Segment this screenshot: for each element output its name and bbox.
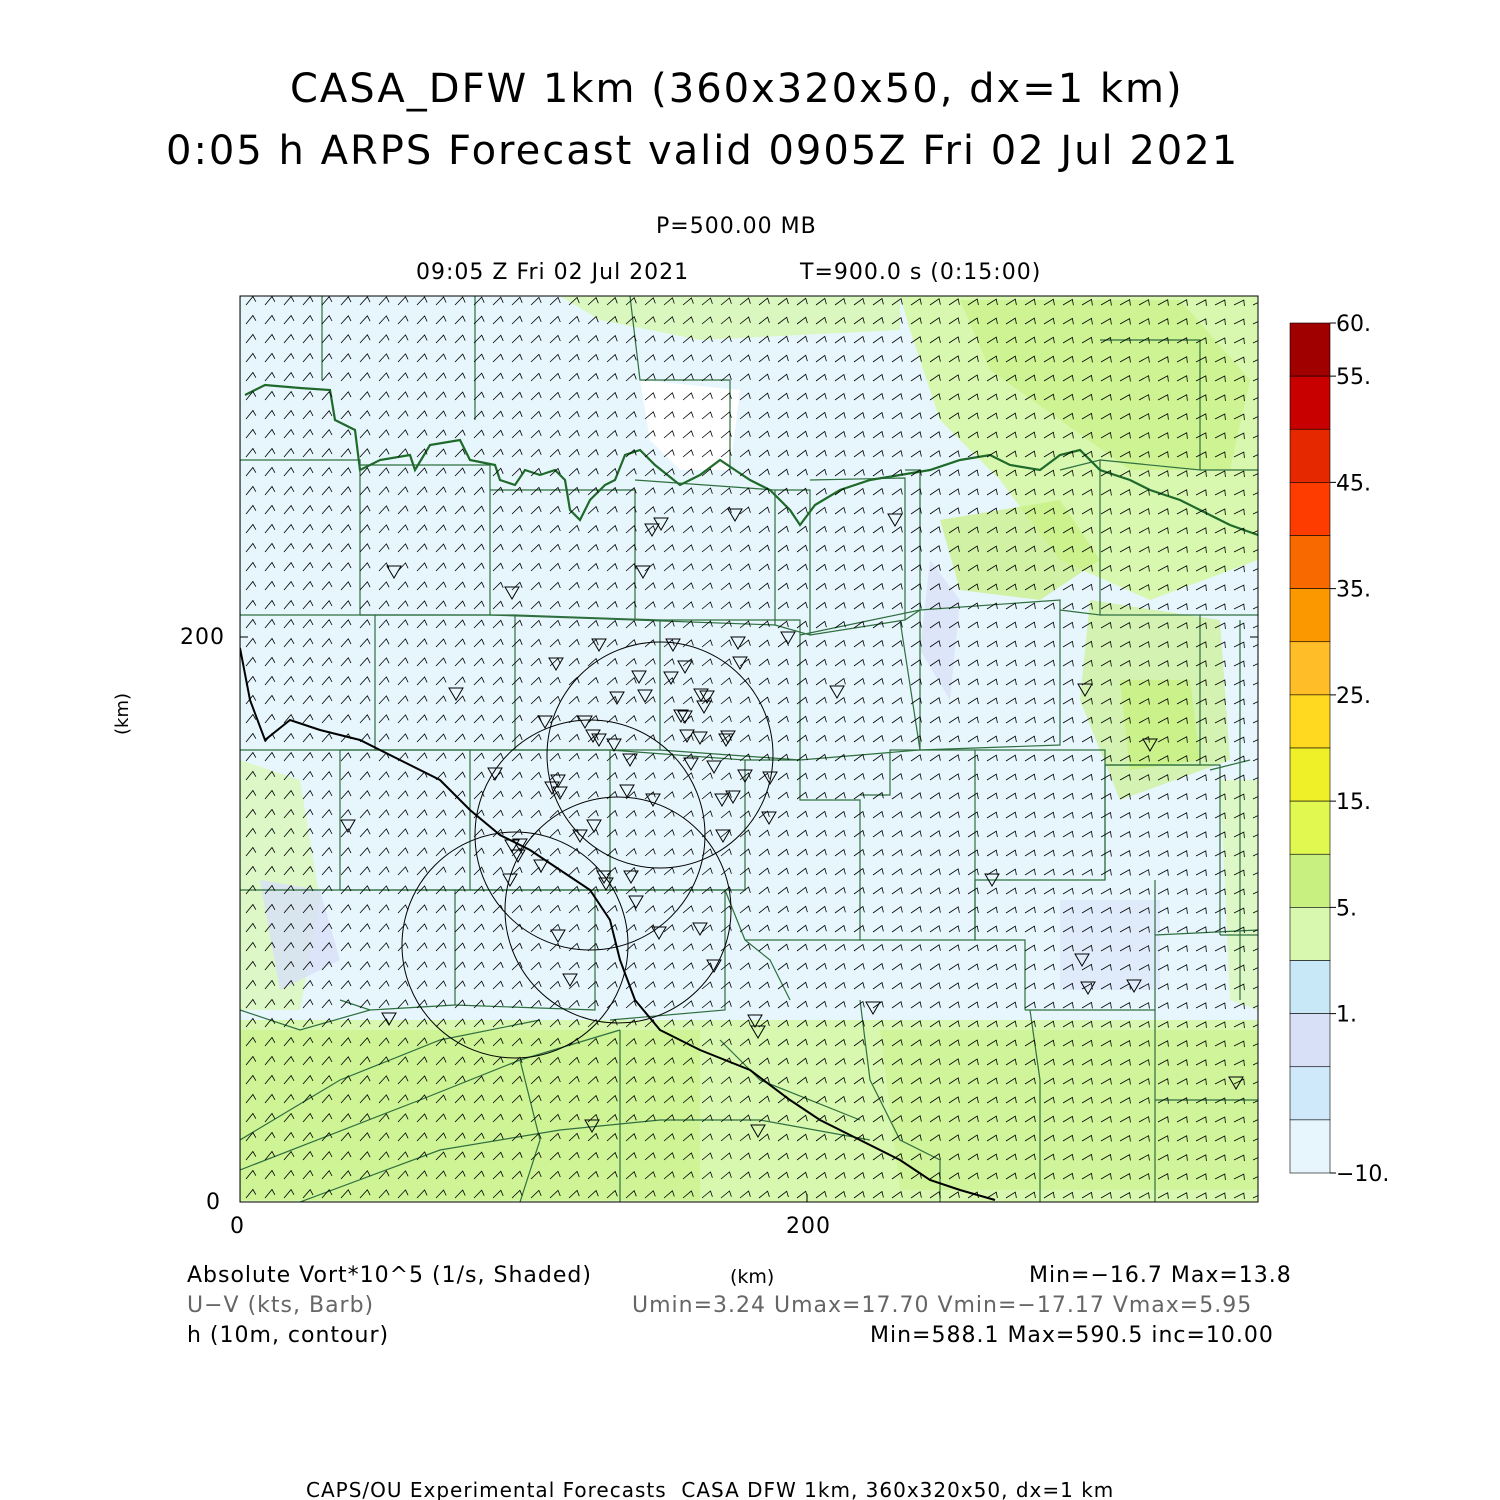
colorbar-cell (1290, 323, 1330, 376)
colorbar-label: 35. (1336, 577, 1371, 603)
legend-field3: h (10m, contour) (187, 1323, 390, 1348)
colorbar (1290, 312, 1389, 1187)
colorbar-cell (1290, 748, 1330, 801)
colorbar-cell (1290, 961, 1330, 1014)
legend-field2-stats: Umin=3.24 Umax=17.70 Vmin=−17.17 Vmax=5.95 (632, 1293, 1253, 1318)
level-label: P=500.00 MB (656, 214, 817, 239)
x-tick-0: 0 (230, 1214, 245, 1239)
y-tick-200: 200 (180, 625, 225, 650)
colorbar-cell (1290, 642, 1330, 695)
colorbar-cell (1290, 801, 1330, 854)
colorbar-label: −10. (1336, 1162, 1390, 1187)
legend-field1: Absolute Vort*10^5 (1/s, Shaded) (187, 1263, 592, 1288)
legend-field2: U−V (kts, Barb) (187, 1293, 375, 1318)
plot-area (240, 296, 1263, 1202)
colorbar-label: 55. (1336, 365, 1371, 391)
footer-credit: CAPS/OU Experimental Forecasts CASA DFW 1km, 360x320x50, dx=1 km (306, 1478, 1115, 1500)
colorbar-label: 15. (1336, 790, 1371, 816)
legend-field1-stats: Min=−16.7 Max=13.8 (1029, 1263, 1292, 1288)
model-time-label: T=900.0 s (0:15:00) (800, 260, 1042, 285)
y-tick-0: 0 (206, 1190, 221, 1215)
colorbar-cell (1290, 854, 1330, 907)
colorbar-cell (1290, 482, 1330, 535)
colorbar-cell (1290, 695, 1330, 748)
colorbar-cell (1290, 907, 1330, 960)
y-axis-label: (km) (112, 692, 133, 735)
colorbar-cell (1290, 1120, 1330, 1173)
colorbar-cell (1290, 1067, 1330, 1120)
colorbar-label: 60. (1336, 312, 1371, 337)
colorbar-label: 45. (1336, 471, 1371, 497)
x-tick-200: 200 (786, 1214, 831, 1239)
colorbar-cell (1290, 589, 1330, 642)
x-axis-label: (km) (730, 1266, 775, 1288)
legend-field3-stats: Min=588.1 Max=590.5 inc=10.00 (870, 1323, 1274, 1348)
colorbar-label: 5. (1336, 896, 1357, 922)
valid-time-label: 09:05 Z Fri 02 Jul 2021 (416, 260, 690, 285)
colorbar-label: 25. (1336, 683, 1371, 709)
colorbar-cell (1290, 1014, 1330, 1067)
title-line2: 0:05 h ARPS Forecast valid 0905Z Fri 02 Jul 2021 (166, 128, 1240, 174)
colorbar-label: 1. (1336, 1002, 1357, 1028)
colorbar-cell (1290, 429, 1330, 482)
title-line1: CASA_DFW 1km (360x320x50, dx=1 km) (290, 66, 1184, 112)
colorbar-cell (1290, 536, 1330, 589)
colorbar-cell (1290, 376, 1330, 429)
